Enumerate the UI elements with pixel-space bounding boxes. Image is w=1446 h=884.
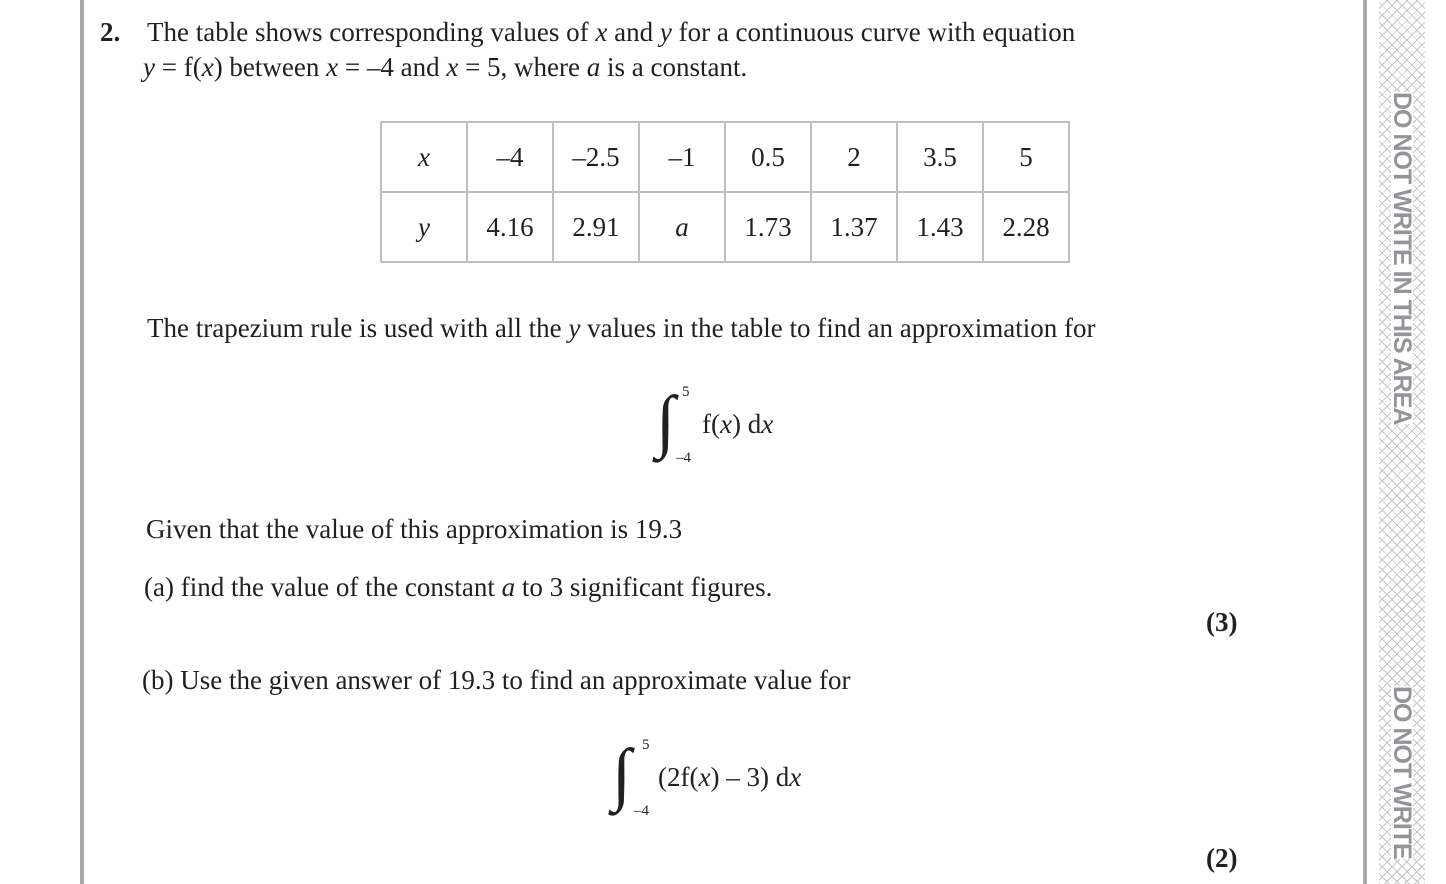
table-header-y: y — [381, 192, 467, 262]
table-cell: 2.28 — [983, 192, 1069, 262]
integral-sign: ∫ — [656, 383, 676, 460]
table-cell-constant: a — [639, 192, 725, 262]
integral-expression-1 — [656, 382, 816, 468]
table-cell: 1.43 — [897, 192, 983, 262]
question-text-line-1: The table shows corresponding values of x and y for a continuous curve with equation — [147, 17, 1076, 47]
table-row-y — [381, 192, 1069, 262]
question-text-line-2: y = f(x) between x = –4 and x = 5, where a is a constant. — [143, 52, 748, 82]
margin-warning-text: DO NOT WRITE IN THIS AREA — [1388, 92, 1416, 425]
question-number: 2. — [100, 17, 121, 47]
integral-upper-limit: 5 — [682, 384, 690, 400]
table-cell: 1.37 — [811, 192, 897, 262]
part-b-marks: (2) — [1206, 843, 1238, 873]
part-a-marks: (3) — [1206, 607, 1238, 637]
table-cell: 1.73 — [725, 192, 811, 262]
integral-upper-limit: 5 — [642, 737, 650, 753]
integral-lower-limit: –4 — [676, 450, 691, 466]
table-cell: 4.16 — [467, 192, 553, 262]
table-cell: 0.5 — [725, 122, 811, 192]
integral-integrand: (2f(x) – 3) dx — [658, 762, 802, 792]
integral-integrand: f(x) dx — [702, 409, 774, 439]
table-row-x — [381, 122, 1069, 192]
table-header-x: x — [381, 122, 467, 192]
table-cell: –1 — [639, 122, 725, 192]
part-b-text: (b) Use the given answer of 19.3 to find an approximate value for — [142, 665, 851, 695]
part-a-text: (a) find the value of the constant a to 3 significant figures. — [144, 572, 773, 602]
integral-expression-2 — [612, 735, 852, 821]
table-cell: –4 — [467, 122, 553, 192]
integral-lower-limit: –4 — [634, 803, 649, 819]
given-statement: Given that the value of this approximation is 19.3 — [146, 514, 683, 544]
integral-sign: ∫ — [612, 736, 632, 813]
left-margin-rule — [80, 0, 84, 884]
table-cell: 3.5 — [897, 122, 983, 192]
table-cell: 2.91 — [553, 192, 639, 262]
values-table — [380, 121, 1070, 263]
trapezium-intro-text: The trapezium rule is used with all the y values in the table to find an approximation for — [147, 313, 1096, 343]
table-cell: 2 — [811, 122, 897, 192]
table-cell: –2.5 — [553, 122, 639, 192]
margin-warning-text-2: DO NOT WRITE — [1388, 686, 1416, 859]
table-cell: 5 — [983, 122, 1069, 192]
right-margin-rule — [1363, 0, 1367, 884]
